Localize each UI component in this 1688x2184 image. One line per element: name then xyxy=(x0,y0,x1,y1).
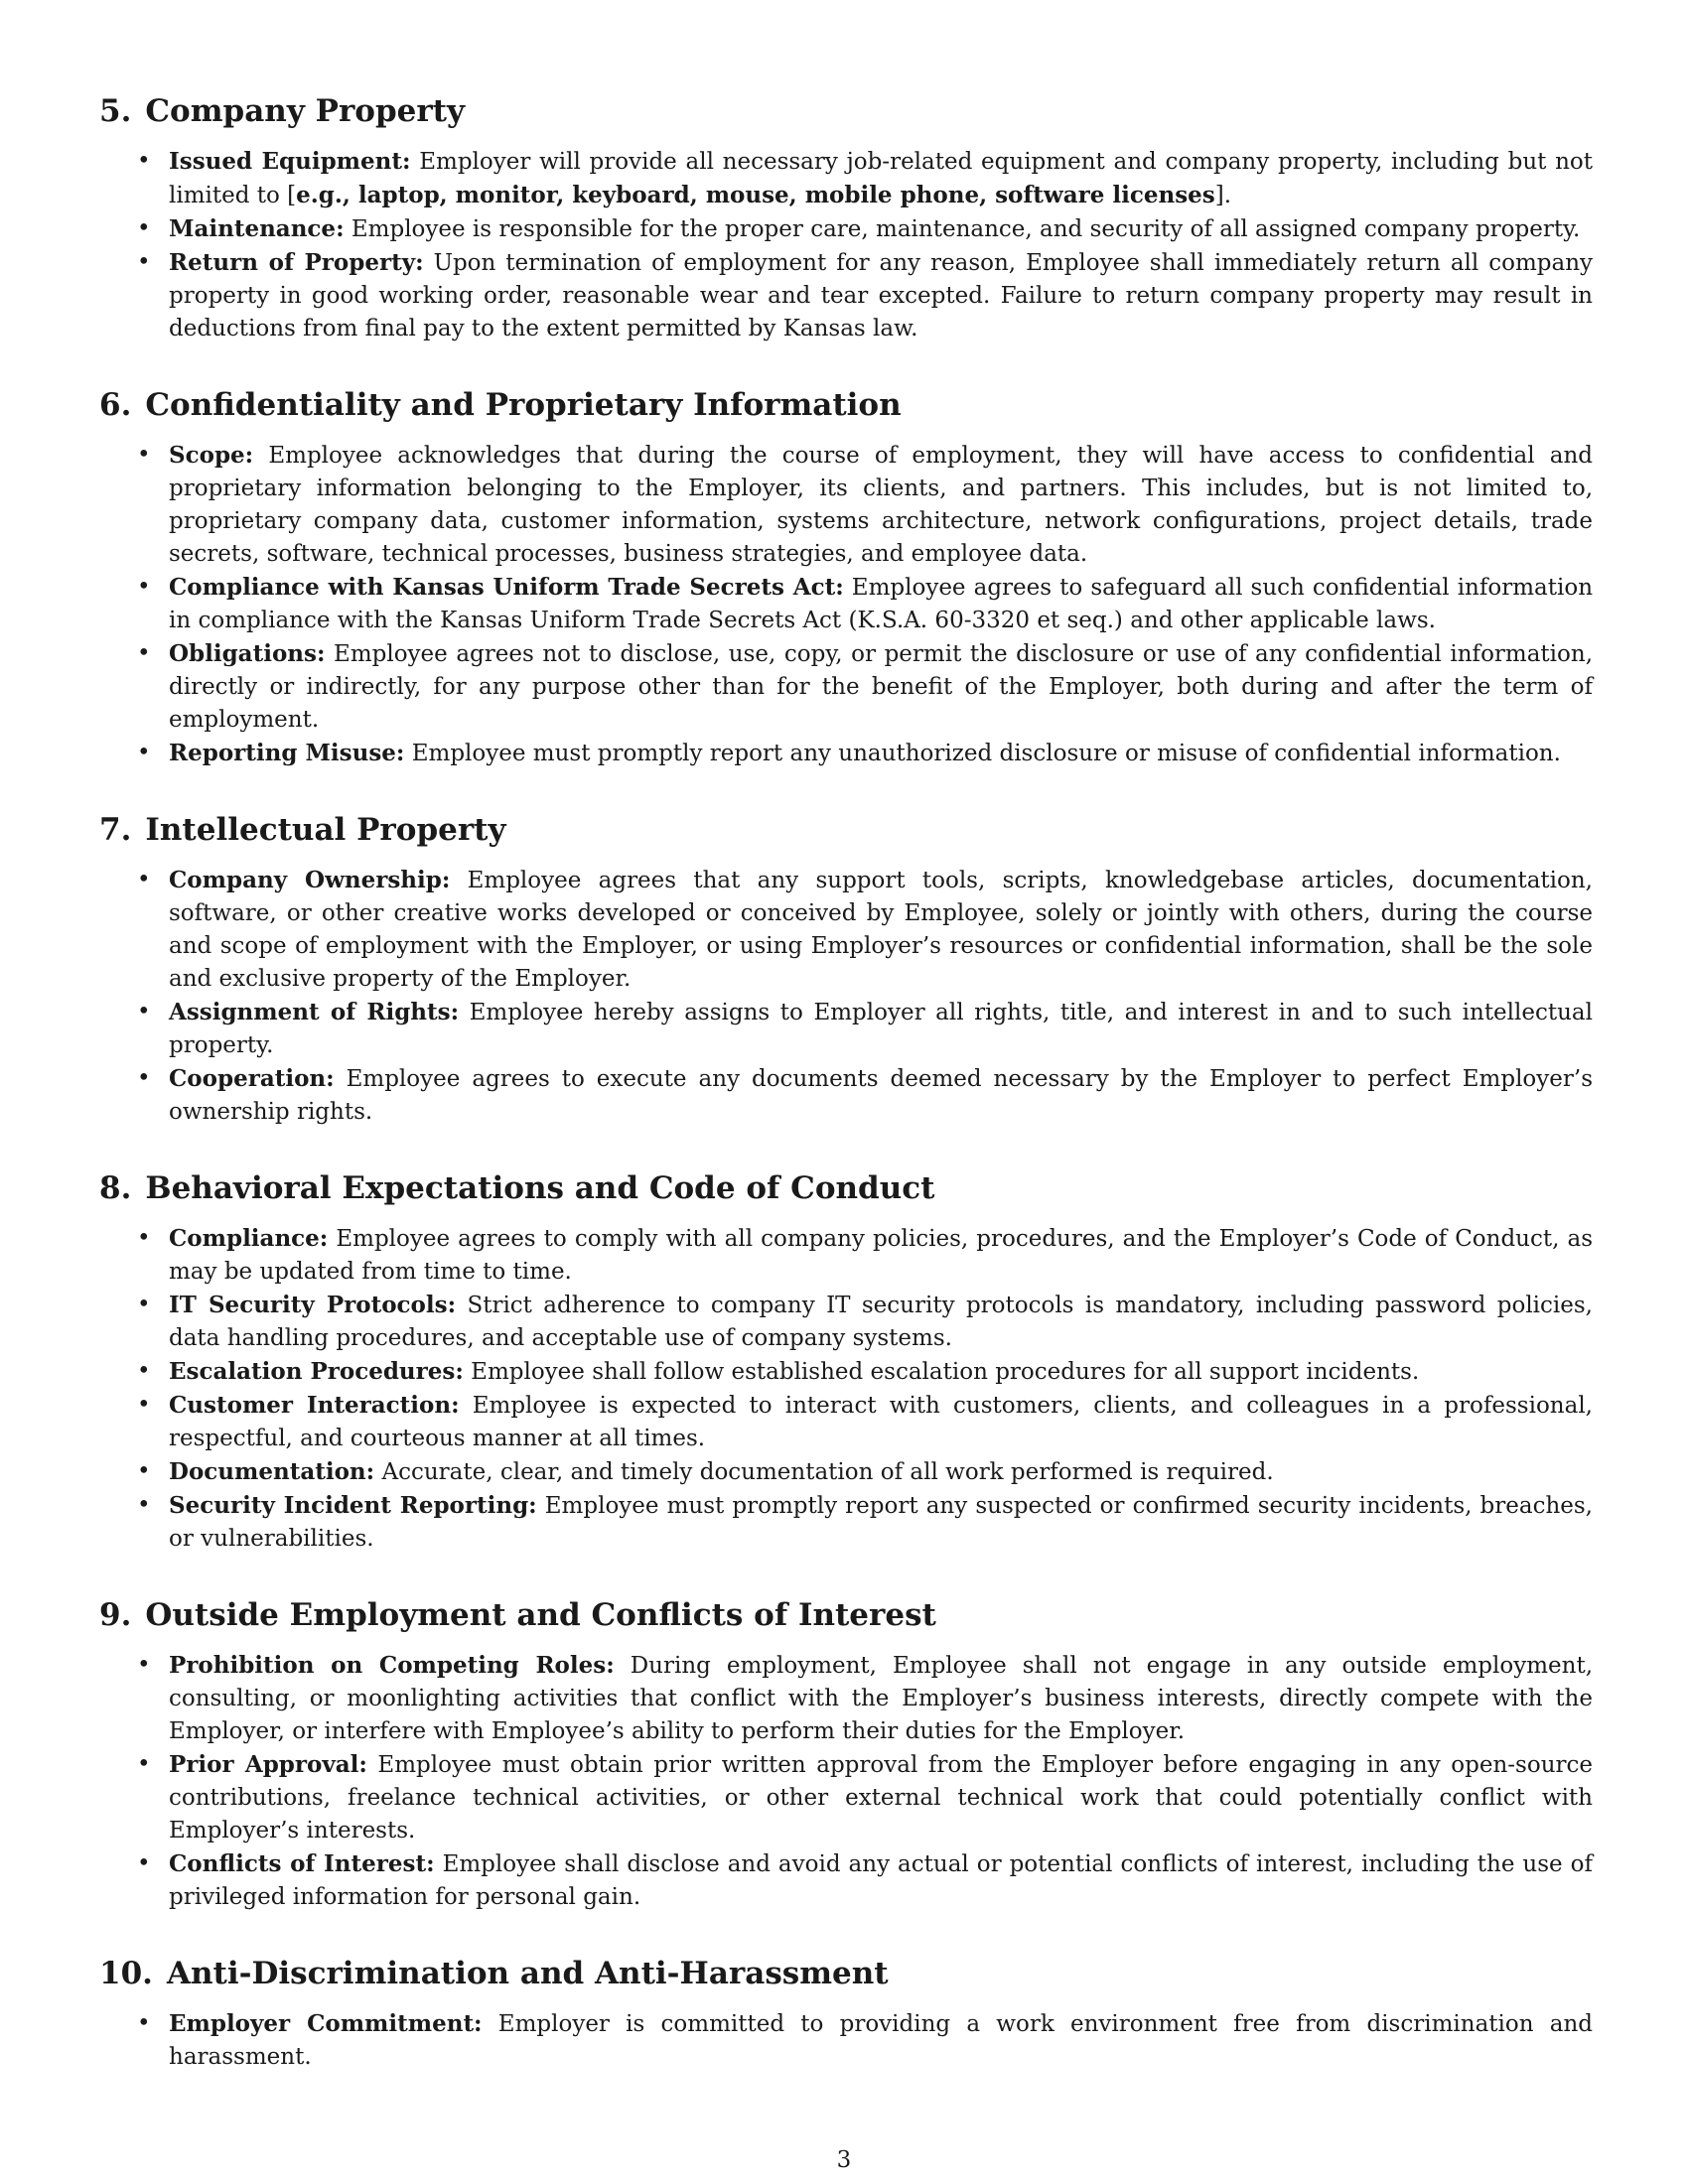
list-item xyxy=(99,864,1593,996)
section-number: 10. xyxy=(99,1956,153,1991)
bullet-icon: • xyxy=(137,1292,151,1317)
bullet-icon: • xyxy=(137,215,151,241)
item-label: Security Incident Reporting: xyxy=(169,1492,537,1519)
section-company-property xyxy=(99,91,1593,345)
item-label: Documentation: xyxy=(169,1458,375,1485)
item-text: During employment, Employee shall not engage in any outside employment, consulting, or moonlighting activities that conflict with the Employer’s business interests, directly compete with the Employer, or interfere with Employee’s ability to perform their duties for the Employer. xyxy=(169,1653,1594,1744)
section-heading xyxy=(99,1168,1593,1208)
item-text: Employee must obtain prior written approval from the Employer before engaging in any open-source contributions, freelance technical activities, or other external technical work that could potentially conflict with Employer’s interests. xyxy=(169,1752,1594,1843)
list-item xyxy=(99,637,1593,737)
item-label: Company Ownership: xyxy=(169,867,451,893)
bullet-list xyxy=(99,864,1593,1129)
section-title: Confidentiality and Proprietary Information xyxy=(145,387,902,423)
item-label: Prohibition on Competing Roles: xyxy=(169,1652,615,1679)
list-item xyxy=(99,1748,1593,1847)
item-text: Employee agrees to comply with all company policies, procedures, and the Employer’s Code of Conduct, as may be updated from time to time. xyxy=(169,1226,1594,1285)
section-title: Anti-Discrimination and Anti-Harassment xyxy=(166,1956,889,1991)
bullet-icon: • xyxy=(137,640,151,666)
list-item xyxy=(99,1489,1593,1556)
bullet-icon: • xyxy=(137,1850,151,1876)
item-text: Employee shall disclose and avoid any actual or potential conflicts of interest, including the use of privileged information for personal gain. xyxy=(169,1851,1593,1910)
list-item xyxy=(99,996,1593,1062)
section-confidentiality xyxy=(99,385,1593,770)
item-text: Employee agrees that any support tools, scripts, knowledgebase articles, documentation, software, or other creative works developed or conceived by Employee, solely or jointly with others, during the course and scope of employment with the Employer, or using Employer’s resources or confidential information, shall be the sole and exclusive property of the Employer. xyxy=(169,868,1593,992)
list-item xyxy=(99,145,1593,212)
bullet-icon: • xyxy=(137,249,151,275)
item-label: Employer Commitment: xyxy=(169,2010,483,2037)
section-anti-discrimination xyxy=(99,1954,1593,2074)
section-title: Behavioral Expectations and Code of Conduct xyxy=(145,1170,935,1206)
section-heading xyxy=(99,810,1593,850)
list-item xyxy=(99,1355,1593,1389)
item-text: Employee is responsible for the proper care, maintenance, and security of all assigned company property. xyxy=(351,216,1581,242)
bullet-icon: • xyxy=(137,1225,151,1251)
bullet-icon: • xyxy=(137,999,151,1024)
section-code-of-conduct xyxy=(99,1168,1593,1556)
item-label: Conflicts of Interest: xyxy=(169,1850,435,1877)
item-label: Compliance: xyxy=(169,1225,329,1252)
list-item xyxy=(99,2007,1593,2074)
item-label: Escalation Procedures: xyxy=(169,1358,464,1385)
item-text: Employer will provide all necessary job-related equipment and company property, including but not limited to [ xyxy=(169,149,1594,208)
section-number: 6. xyxy=(99,387,132,423)
item-text: Employee agrees not to disclose, use, copy, or permit the disclosure or use of any confidential information, directly or indirectly, for any purpose other than for the benefit of the Employer, both during and after the term of employment. xyxy=(169,641,1594,733)
document-body xyxy=(99,91,1593,2114)
list-item xyxy=(99,571,1593,637)
bullet-icon: • xyxy=(137,867,151,892)
item-label: Return of Property: xyxy=(169,249,424,276)
list-item xyxy=(99,1062,1593,1129)
item-text: Strict adherence to company IT security protocols is mandatory, including password policies, data handling procedures, and acceptable use of company systems. xyxy=(169,1293,1593,1351)
item-label: Reporting Misuse: xyxy=(169,740,405,766)
item-text: Employer is committed to providing a work environment free from discrimination and harassment. xyxy=(169,2011,1594,2070)
item-text: Accurate, clear, and timely documentation of all work performed is required. xyxy=(381,1459,1274,1485)
item-label: Customer Interaction: xyxy=(169,1392,460,1419)
bullet-icon: • xyxy=(137,442,151,468)
section-heading xyxy=(99,91,1593,131)
bullet-list xyxy=(99,1649,1593,1914)
item-emphasis: e.g., laptop, monitor, keyboard, mouse, mobile phone, software licenses xyxy=(296,182,1215,208)
bullet-icon: • xyxy=(137,1458,151,1484)
section-title: Intellectual Property xyxy=(145,812,506,848)
item-label: Assignment of Rights: xyxy=(169,999,460,1025)
item-text: Upon termination of employment for any reason, Employee shall immediately return all company property in good working order, reasonable wear and tear excepted. Failure to return company property may result in deductions from final pay to the extent permitted by Kansas law. xyxy=(169,250,1594,341)
bullet-icon: • xyxy=(137,1751,151,1777)
item-label: Obligations: xyxy=(169,640,326,667)
section-number: 5. xyxy=(99,93,132,129)
bullet-icon: • xyxy=(137,1652,151,1678)
list-item xyxy=(99,1455,1593,1489)
section-number: 7. xyxy=(99,812,132,848)
item-label: Prior Approval: xyxy=(169,1751,367,1778)
section-intellectual-property xyxy=(99,810,1593,1129)
list-item xyxy=(99,737,1593,770)
item-text: Employee shall follow established escalation procedures for all support incidents. xyxy=(471,1359,1420,1385)
bullet-list xyxy=(99,439,1593,770)
item-label: Compliance with Kansas Uniform Trade Secrets Act: xyxy=(169,574,844,601)
item-text: Employee must promptly report any suspected or confirmed security incidents, breaches, or vulnerabilities. xyxy=(169,1493,1593,1552)
list-item xyxy=(99,439,1593,571)
bullet-list xyxy=(99,1222,1593,1556)
bullet-list xyxy=(99,145,1593,345)
section-heading xyxy=(99,385,1593,425)
item-text: Employee hereby assigns to Employer all rights, title, and interest in and to such intellectual property. xyxy=(169,1000,1594,1058)
list-item xyxy=(99,212,1593,246)
list-item xyxy=(99,1222,1593,1289)
bullet-icon: • xyxy=(137,740,151,765)
bullet-icon: • xyxy=(137,574,151,600)
section-title: Outside Employment and Conflicts of Interest xyxy=(145,1597,936,1633)
bullet-icon: • xyxy=(137,148,151,174)
item-text: Employee agrees to safeguard all such confidential information in compliance with the Kansas Uniform Trade Secrets Act (K.S.A. 60-3320 et seq.) and other applicable laws. xyxy=(169,575,1594,633)
item-text: Employee agrees to execute any documents deemed necessary by the Employer to perfect Employer’s ownership rights. xyxy=(169,1066,1593,1125)
bullet-icon: • xyxy=(137,1065,151,1091)
item-label: Cooperation: xyxy=(169,1065,335,1092)
item-label: Maintenance: xyxy=(169,215,345,242)
item-label: IT Security Protocols: xyxy=(169,1292,457,1318)
bullet-list xyxy=(99,2007,1593,2074)
list-item xyxy=(99,1649,1593,1748)
bullet-icon: • xyxy=(137,1492,151,1518)
bullet-icon: • xyxy=(137,2010,151,2036)
item-label: Scope: xyxy=(169,442,254,469)
page-number: 3 xyxy=(836,2147,852,2173)
section-outside-employment xyxy=(99,1595,1593,1914)
section-number: 9. xyxy=(99,1597,132,1633)
item-text: Employee acknowledges that during the course of employment, they will have access to confidential and proprietary information belonging to the Employer, its clients, and partners. This includes, but is not limited to, proprietary company data, customer information, systems architecture, network configurations, project details, trade secrets, software, technical processes, business strategies, and employee data. xyxy=(169,443,1593,567)
item-text: Employee is expected to interact with customers, clients, and colleagues in a professional, respectful, and courteous manner at all times. xyxy=(169,1393,1593,1451)
item-label: Issued Equipment: xyxy=(169,148,411,175)
section-heading xyxy=(99,1595,1593,1635)
bullet-icon: • xyxy=(137,1392,151,1418)
list-item xyxy=(99,1289,1593,1355)
section-heading xyxy=(99,1954,1593,1993)
item-text-after: ]. xyxy=(1214,183,1232,208)
list-item xyxy=(99,246,1593,345)
bullet-icon: • xyxy=(137,1358,151,1384)
item-text: Employee must promptly report any unauthorized disclosure or misuse of confidential information. xyxy=(411,741,1561,766)
list-item xyxy=(99,1389,1593,1455)
section-title: Company Property xyxy=(145,93,466,129)
section-number: 8. xyxy=(99,1170,132,1206)
list-item xyxy=(99,1847,1593,1914)
